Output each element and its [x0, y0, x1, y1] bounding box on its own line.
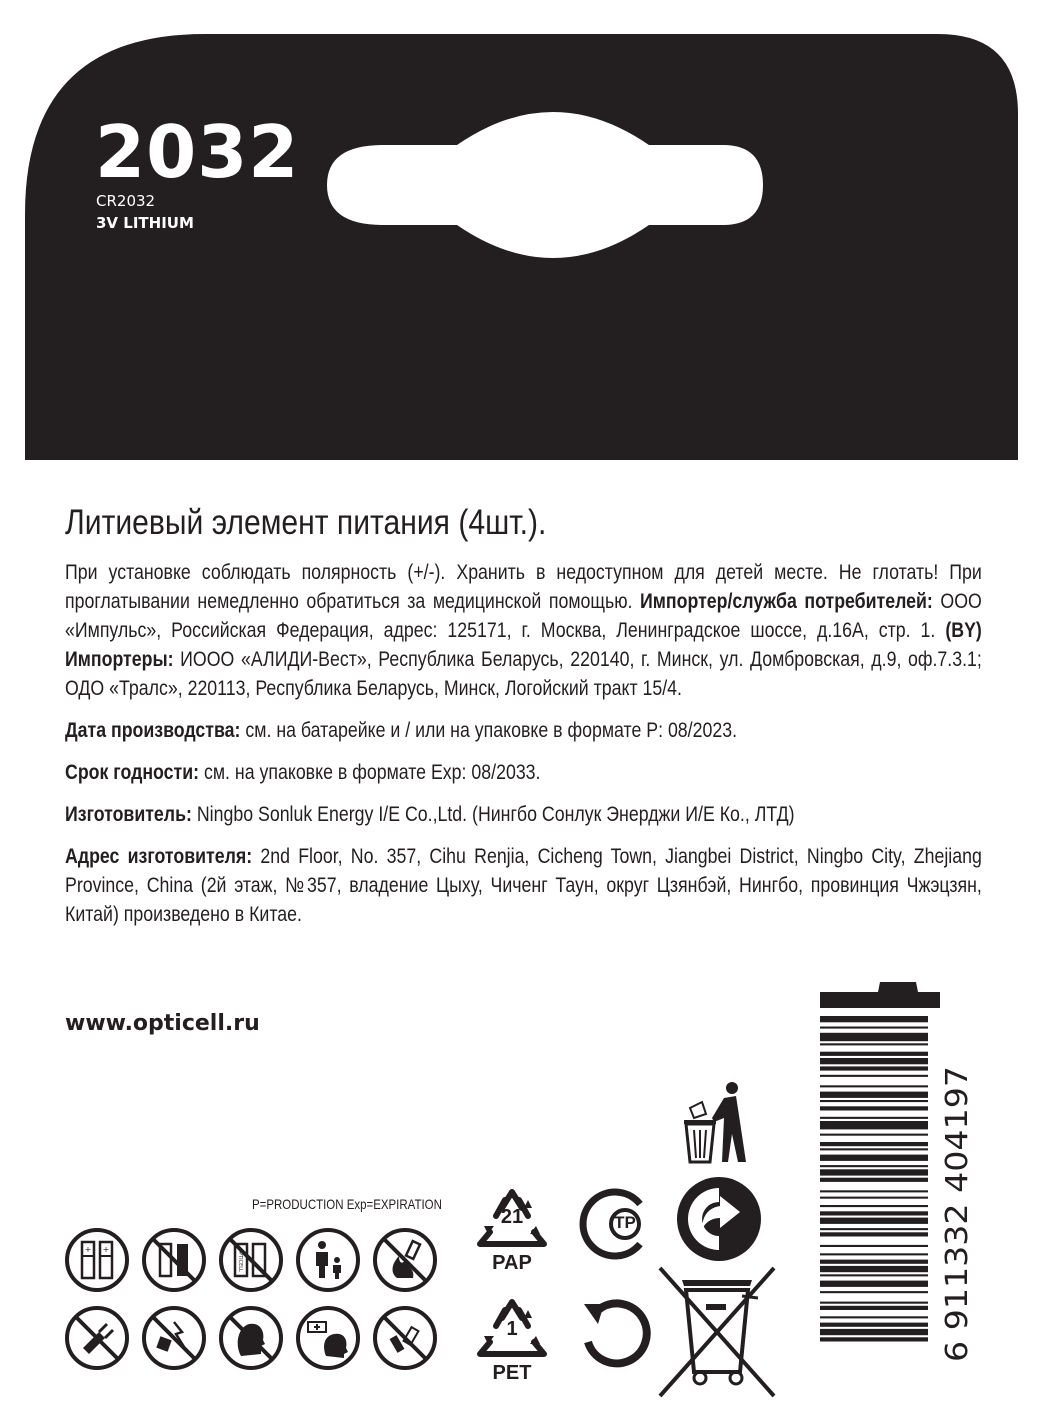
- manufacturer-address-label: Адрес изготовителя:: [65, 845, 253, 868]
- barcode-bar: [820, 1266, 928, 1272]
- tp-certification-icon: [570, 1186, 656, 1262]
- tp-mark-text: TP: [614, 1213, 636, 1232]
- pap-code: 21: [500, 1206, 524, 1228]
- seek-medical-help-icon: [296, 1306, 360, 1370]
- barcode-bar: [820, 1218, 928, 1224]
- description-block: [65, 558, 982, 942]
- barcode-bar: [820, 1245, 928, 1247]
- pet-recycling-icon: [472, 1296, 552, 1388]
- product-title: Литиевый элемент питания (4шт.).: [65, 503, 547, 542]
- safety-and-importer-paragraph: [65, 558, 982, 703]
- manufacturer-paragraph: [65, 800, 982, 829]
- svg-text:+: +: [84, 1245, 92, 1254]
- safety-text: При установке соблюдать полярность (+/-). Хранить в недоступном для детей месте. Не глотать! При проглатывании немедленно обратиться за медицинской помощью.: [65, 561, 982, 613]
- barcode-bar: [820, 1052, 928, 1056]
- barcode-bar: [820, 1274, 928, 1276]
- production-date-label: Дата производства:: [65, 719, 241, 742]
- pap-recycling-icon: [472, 1186, 552, 1278]
- barcode-bar: [820, 1066, 928, 1070]
- date-format-legend: P=PRODUCTION Exp=EXPIRATION: [252, 1196, 442, 1212]
- barcode-bar: [820, 1197, 928, 1199]
- keep-away-from-children-icon: [296, 1228, 360, 1292]
- by-importers-text: ИООО «АЛИДИ-Вест», Республика Беларусь, 220140, г. Минск, ул. Домбровская, д.9, оф.7.3.1; ОДО «Тралс», 220113, Республика Беларусь, Минск, Логойский тракт 15/4.: [65, 648, 982, 700]
- barcode-bar: [820, 1228, 928, 1230]
- no-new-old-mix-icon: [219, 1228, 283, 1292]
- barcode-bar: [820, 1106, 928, 1110]
- barcode-bar: [820, 1260, 928, 1264]
- pet-label: PET: [492, 1362, 532, 1384]
- barcode-bar: [820, 1043, 928, 1045]
- barcode-bar: [820, 1337, 928, 1341]
- pet-code: 1: [506, 1318, 518, 1340]
- tidyman-disposal-icon: [676, 1078, 756, 1166]
- barcode-bar: [820, 1232, 928, 1236]
- manufacturer-address-paragraph: [65, 842, 982, 929]
- barcode-bar: [820, 1121, 928, 1129]
- battery-brand-label: OPTICELL: [237, 1248, 243, 1272]
- no-mixing-batteries-icon: [142, 1228, 206, 1292]
- barcode-bar: [820, 1033, 928, 1041]
- barcode-bar: [820, 1302, 928, 1304]
- no-charging-icon: [65, 1306, 129, 1370]
- barcode-bar: [820, 1205, 928, 1207]
- do-not-dispose-with-waste-icon: [373, 1306, 437, 1370]
- barcode: [818, 980, 942, 1400]
- barcode-bar: [820, 1092, 928, 1098]
- barcode-bar: [820, 1085, 928, 1087]
- barcode-bar: [820, 1329, 928, 1335]
- importer-label: Импортер/служба потребителей:: [640, 590, 933, 613]
- barcode-bar: [820, 1190, 928, 1192]
- barcode-bar: [820, 1016, 928, 1022]
- barcode-bar: [820, 1281, 928, 1287]
- barcode-bar: [820, 1211, 928, 1215]
- expiry-label: Срок годности:: [65, 761, 200, 784]
- no-fire-icon: [373, 1228, 437, 1292]
- barcode-bar: [820, 1178, 928, 1182]
- website-link[interactable]: www.opticell.ru: [65, 1011, 260, 1036]
- manufacturer-text: Ningbo Sonluk Energy I/E Co.,Ltd. (Нингбо Сонлук Энерджи И/Е Ко., ЛТД): [191, 803, 795, 826]
- barcode-bar: [820, 1169, 928, 1175]
- manufacturer-label: Изготовитель:: [65, 803, 192, 826]
- manufacturer-address-text: 2nd Floor, No. 357, Cihu Renjia, Cicheng Town, Jiangbei District, Ningbo City, Zhejiang Province, China (2й этаж, №357, владение Цыху, Чиченг Таун, округ Цзянбэй, Нингбо, провинция Чжэцзян, Китай) произведено в Китае.: [65, 845, 982, 926]
- expiry-paragraph: [65, 758, 982, 787]
- no-short-circuit-icon: [142, 1306, 206, 1370]
- svg-text:+: +: [102, 1245, 110, 1254]
- barcode-bar: [820, 1027, 928, 1029]
- barcode-bar: [820, 1165, 928, 1167]
- barcode-bar: [820, 1075, 928, 1077]
- battery-model-number: 2032: [95, 110, 300, 194]
- barcode-number: [935, 1062, 975, 1362]
- header-panel: [25, 34, 1018, 460]
- pap-label: PAP: [492, 1252, 532, 1274]
- by-importers-label: (BY) Импортеры:: [65, 619, 982, 671]
- barcode-bar: [820, 1253, 928, 1255]
- crossed-bin-icon: [654, 1262, 780, 1402]
- production-date-paragraph: [65, 716, 982, 745]
- do-not-swallow-icon: [219, 1306, 283, 1370]
- correct-polarity-icon: [65, 1228, 129, 1292]
- barcode-bar: [820, 1142, 928, 1146]
- battery-chemistry: 3V LITHIUM: [96, 214, 194, 232]
- barcode-bar: [820, 1291, 928, 1293]
- production-date-text: см. на батарейке и / или на упаковке в формате P: 08/2023.: [240, 719, 738, 742]
- barcode-bar: [820, 1155, 928, 1161]
- barcode-bar: [820, 1323, 928, 1327]
- barcode-bar: [820, 1306, 928, 1310]
- importer-text: ООО «Импульс», Российская Федерация, адрес: 125171, г. Москва, Ленинградское шоссе, д.16А, стр. 1.: [65, 590, 982, 642]
- barcode-bar: [820, 1316, 928, 1318]
- barcode-bar: [820, 1100, 928, 1102]
- battery-type: CR2032: [96, 192, 156, 210]
- barcode-bar: [820, 1134, 928, 1136]
- panel-shape: [25, 34, 1018, 460]
- recycle-loop-icon: [570, 1290, 656, 1376]
- barcode-bar: [820, 1058, 928, 1064]
- green-dot-icon: [674, 1174, 764, 1264]
- barcode-number-text: 6 911332 404197: [940, 1094, 975, 1362]
- expiry-text: см. на упаковке в формате Exp: 08/2033.: [199, 761, 541, 784]
- barcode-bar: [820, 1148, 928, 1150]
- barcode-bar: [820, 1117, 928, 1119]
